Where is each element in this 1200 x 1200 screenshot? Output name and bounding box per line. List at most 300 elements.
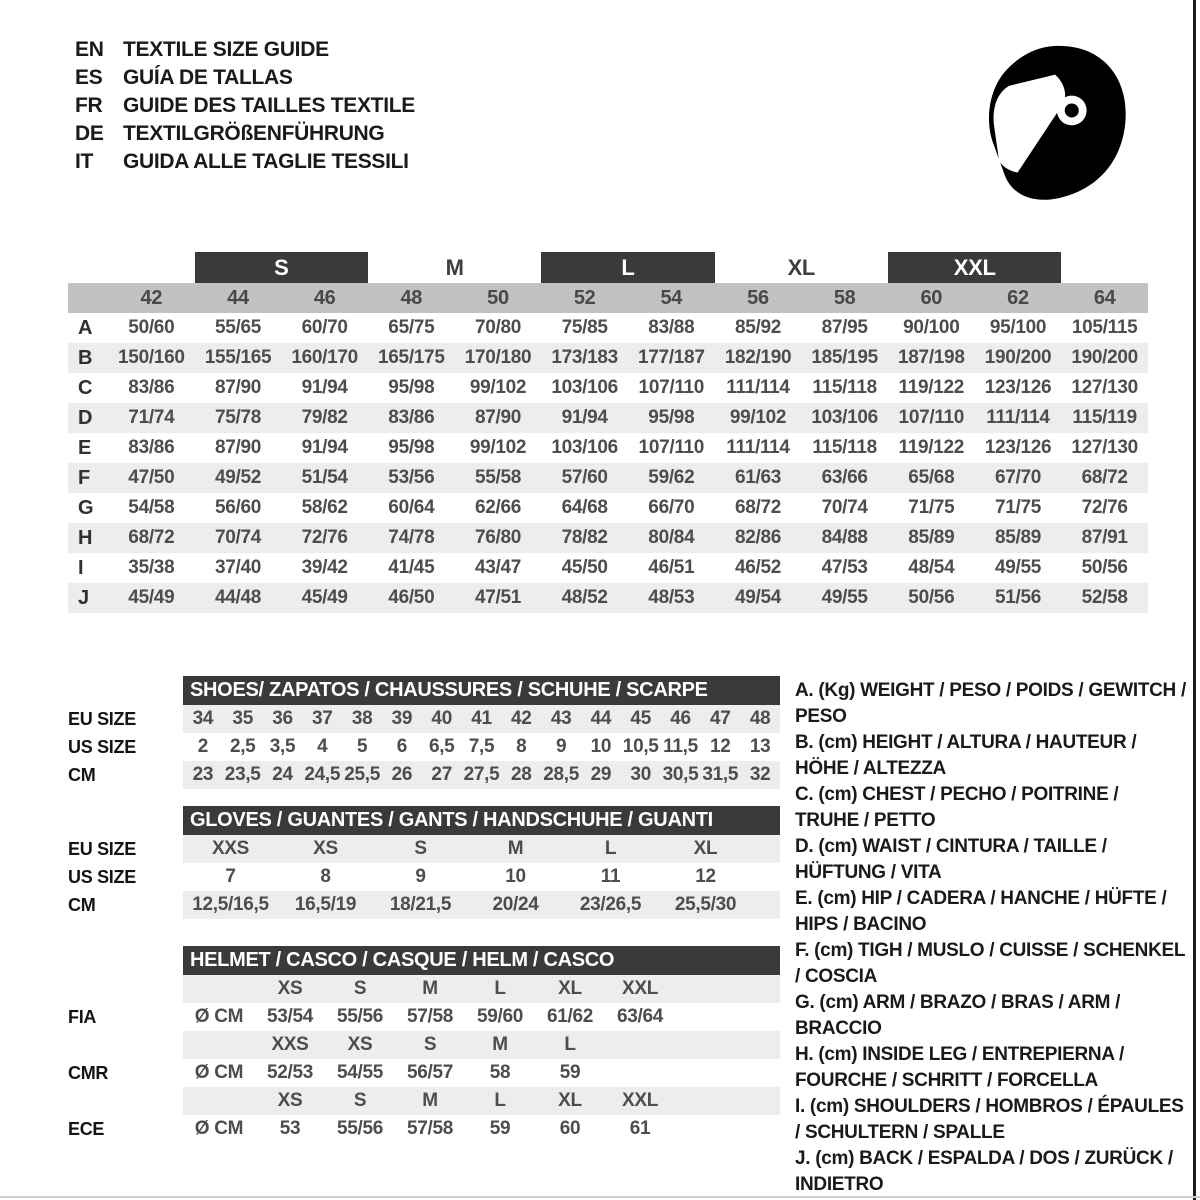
- size-value: 46/52: [734, 557, 782, 578]
- size-group-xxl: XXL: [888, 252, 1061, 283]
- size-letter: XXS: [271, 1034, 309, 1055]
- row-cells: [183, 1003, 780, 1031]
- size-letter: L: [564, 1034, 576, 1055]
- measurement-row-b: [68, 343, 1148, 373]
- size-number: 46: [313, 286, 336, 309]
- size-value: 25,5/30: [674, 894, 737, 915]
- size-value: 23: [192, 764, 214, 785]
- size-value: 56/60: [214, 497, 262, 518]
- size-value: 68/72: [128, 527, 175, 548]
- size-value: 65/68: [908, 467, 955, 488]
- size-letter: M: [422, 1090, 438, 1111]
- row-cells: [183, 975, 780, 1003]
- size-value: 47/51: [474, 587, 522, 608]
- size-value: 45/49: [128, 587, 175, 608]
- size-value: 50/56: [1081, 557, 1128, 578]
- size-letter: L: [494, 1090, 506, 1111]
- unit-spacer: [183, 1031, 255, 1059]
- row-letter: B: [78, 346, 93, 369]
- size-value: 10: [590, 736, 612, 757]
- size-number: 54: [660, 286, 683, 309]
- size-value: 12: [710, 736, 731, 757]
- size-value: 79/82: [301, 407, 348, 428]
- size-value: 115/118: [812, 377, 877, 398]
- size-letter: M: [422, 978, 438, 999]
- language-title: TEXTILGRÖßENFÜHRUNG: [123, 122, 385, 145]
- size-value: 47: [710, 708, 731, 729]
- size-value: 11: [600, 866, 621, 887]
- size-value: 85/89: [908, 527, 955, 548]
- size-value: 95/100: [989, 317, 1047, 338]
- size-value: 65/75: [388, 317, 435, 338]
- size-value: 83/88: [648, 317, 695, 338]
- row-cells: [183, 1059, 780, 1087]
- size-value: 7: [225, 866, 236, 887]
- size-value: 78/82: [561, 527, 608, 548]
- size-value: 127/130: [1071, 377, 1138, 398]
- size-value: XXS: [211, 838, 250, 859]
- helmet-sizes-row-cmr: [68, 1031, 780, 1059]
- size-value: L: [604, 838, 617, 859]
- size-value: 63/64: [616, 1006, 664, 1027]
- size-group-l: L: [541, 252, 714, 283]
- size-value: 6,5: [428, 736, 455, 757]
- size-value: 10,5: [622, 736, 659, 757]
- size-value: 44: [590, 708, 612, 729]
- size-value: 51/54: [301, 467, 348, 488]
- size-value: 12: [695, 866, 716, 887]
- size-value: 34: [192, 708, 214, 729]
- size-value: 12,5/16,5: [192, 894, 269, 915]
- row-letter: I: [78, 556, 84, 579]
- size-value: 182/190: [724, 347, 792, 368]
- size-value: 27,5: [463, 764, 500, 785]
- row-label: EU SIZE: [68, 708, 136, 729]
- size-value: 53/56: [388, 467, 435, 488]
- row-label: CM: [68, 894, 96, 915]
- size-value: 55/56: [336, 1118, 384, 1139]
- size-value: 48: [749, 708, 771, 729]
- size-value: 107/110: [638, 437, 705, 458]
- size-value: 95/98: [388, 377, 435, 398]
- size-value: 52/53: [266, 1062, 314, 1083]
- unit-label: Ø CM: [194, 1118, 244, 1139]
- legend-item-i: I. (cm) SHOULDERS / HOMBROS / ÉPAULES / SCHULTERN / SPALLE: [795, 1096, 1184, 1143]
- measurement-rows: [68, 313, 1148, 613]
- language-title: TEXTILE SIZE GUIDE: [123, 38, 329, 61]
- size-value: 61/63: [734, 467, 782, 488]
- unit-label: Ø CM: [194, 1006, 244, 1027]
- size-value: 95/98: [388, 437, 435, 458]
- size-number: 60: [920, 286, 943, 309]
- size-value: 87/95: [821, 317, 868, 338]
- size-value: 32: [749, 764, 771, 785]
- size-value: M: [507, 838, 524, 859]
- size-value: XS: [313, 838, 338, 859]
- measurement-legend: [795, 678, 1187, 1198]
- size-value: 61: [629, 1118, 651, 1139]
- size-value: 150/160: [118, 347, 185, 368]
- size-number: 50: [487, 286, 509, 309]
- size-value: 9: [415, 866, 426, 887]
- size-value: 71/74: [128, 407, 175, 428]
- size-value: 47/53: [821, 557, 868, 578]
- size-value: 59/62: [648, 467, 695, 488]
- size-value: 71/75: [994, 497, 1042, 518]
- size-letter: S: [353, 1090, 367, 1111]
- size-value: 103/106: [811, 407, 878, 428]
- size-value: 115/119: [1072, 407, 1137, 428]
- size-value: 103/106: [551, 437, 618, 458]
- language-title-list: [75, 36, 415, 176]
- size-value: 127/130: [1071, 437, 1138, 458]
- size-value: 57/58: [406, 1006, 454, 1027]
- size-row-us-size: [68, 733, 780, 761]
- size-value: 66/70: [648, 497, 695, 518]
- size-value: 59: [559, 1062, 581, 1083]
- size-row-cm: [68, 761, 780, 789]
- size-value: 80/84: [648, 527, 695, 548]
- size-value: 72/76: [1081, 497, 1128, 518]
- size-value: 26: [391, 764, 413, 785]
- size-value: 54/58: [128, 497, 175, 518]
- size-value: 38: [351, 708, 373, 729]
- size-value: 87/90: [214, 437, 262, 458]
- unit-spacer: [183, 975, 255, 1003]
- size-value: 36: [272, 708, 293, 729]
- size-letter: XXL: [621, 1090, 659, 1111]
- size-letter: S: [423, 1034, 437, 1055]
- size-value: 41/45: [388, 557, 435, 578]
- group-spacer-left: [68, 252, 195, 283]
- measurement-row-h: [68, 523, 1148, 553]
- size-letter: M: [492, 1034, 508, 1055]
- page-bottom-border: [0, 1196, 1200, 1198]
- unit-spacer: [183, 1087, 255, 1115]
- size-value: 37: [312, 708, 333, 729]
- size-value: 13: [749, 736, 771, 757]
- size-value: 29: [590, 764, 612, 785]
- size-row-spacer: [68, 283, 108, 313]
- measurement-row-f: [68, 463, 1148, 493]
- size-value: 7,5: [468, 736, 495, 757]
- row-letter: F: [78, 466, 90, 489]
- size-value: 68/72: [1081, 467, 1128, 488]
- size-value: 111/114: [726, 377, 790, 398]
- size-value: 68/72: [734, 497, 782, 518]
- shoes-size-table: [68, 676, 780, 789]
- row-cells: [183, 863, 780, 891]
- row-cells: [183, 1031, 780, 1059]
- legend-item-d: D. (cm) WAIST / CINTURA / TAILLE / HÜFTUNG / VITA: [795, 836, 1107, 883]
- size-value: 70/80: [474, 317, 522, 338]
- size-number: 48: [400, 286, 423, 309]
- size-value: 70/74: [821, 497, 868, 518]
- size-value: 187/198: [898, 347, 965, 368]
- language-code: IT: [75, 150, 94, 173]
- size-value: 70/74: [214, 527, 262, 548]
- size-value: 55/58: [474, 467, 522, 488]
- measurement-row-a: [68, 313, 1148, 343]
- size-value: 72/76: [301, 527, 348, 548]
- size-value: 37/40: [214, 557, 262, 578]
- size-value: 53/54: [266, 1006, 314, 1027]
- measurement-row-c: [68, 373, 1148, 403]
- size-letter: L: [494, 978, 506, 999]
- size-value: 56/57: [406, 1062, 454, 1083]
- size-value: 9: [555, 736, 567, 757]
- legend-item-a: A. (Kg) WEIGHT / PESO / POIDS / GEWITCH / PESO: [795, 680, 1186, 727]
- size-value: 85/92: [734, 317, 782, 338]
- language-code: EN: [75, 38, 104, 61]
- measurement-row-e: [68, 433, 1148, 463]
- legend-item-b: B. (cm) HEIGHT / ALTURA / HAUTEUR / HÖHE / ALTEZZA: [795, 732, 1137, 779]
- size-value: 190/200: [1071, 347, 1138, 368]
- size-value: 83/86: [388, 407, 435, 428]
- helmet-sizes-row-fia: [68, 975, 780, 1003]
- size-value: 49/55: [821, 587, 868, 608]
- size-number: 42: [140, 286, 163, 309]
- size-value: 40: [431, 708, 452, 729]
- size-value: 41: [471, 708, 492, 729]
- size-value: 155/165: [204, 347, 272, 368]
- row-label: CMR: [68, 1062, 109, 1083]
- size-value: 91/94: [561, 407, 608, 428]
- legend-item-g: G. (cm) ARM / BRAZO / BRAS / ARM / BRACCIO: [795, 992, 1121, 1039]
- row-cells: [183, 733, 780, 761]
- row-label-spacer: [68, 1031, 183, 1059]
- size-value: 46/50: [388, 587, 435, 608]
- size-value: 49/55: [994, 557, 1042, 578]
- gloves-table-title: GLOVES / GUANTES / GANTS / HANDSCHUHE / GUANTI: [183, 806, 780, 835]
- size-value: 5: [356, 736, 368, 757]
- language-code: ES: [75, 66, 103, 89]
- language-title: GUIDE DES TAILLES TEXTILE: [123, 94, 415, 117]
- size-value: 52/58: [1081, 587, 1128, 608]
- row-letter: C: [78, 376, 93, 399]
- size-value: 44/48: [214, 587, 262, 608]
- size-value: 62/66: [474, 497, 522, 518]
- numeric-size-row: [68, 283, 1148, 313]
- size-value: 87/90: [214, 377, 262, 398]
- gloves-size-table: [68, 806, 780, 919]
- size-letter: XS: [277, 978, 303, 999]
- size-value: 71/75: [908, 497, 955, 518]
- legend-item-j: J. (cm) BACK / ESPALDA / DOS / ZURÜCK / INDIETRO: [795, 1148, 1173, 1195]
- size-value: 50/60: [128, 317, 175, 338]
- size-letter: XL: [558, 1090, 582, 1111]
- size-value: 74/78: [388, 527, 435, 548]
- size-number: 52: [573, 286, 596, 309]
- language-code: FR: [75, 94, 103, 117]
- helmet-values-row-cmr: [68, 1059, 780, 1087]
- size-value: 46: [670, 708, 691, 729]
- size-value: 58/62: [301, 497, 348, 518]
- row-cells: [183, 835, 780, 863]
- row-cells: [183, 1115, 780, 1143]
- size-value: 165/175: [378, 347, 445, 368]
- size-value: 75/85: [561, 317, 608, 338]
- size-value: 45: [630, 708, 651, 729]
- shoes-table-title: SHOES/ ZAPATOS / CHAUSSURES / SCHUHE / SCARPE: [183, 676, 780, 705]
- legend-item-e: E. (cm) HIP / CADERA / HANCHE / HÜFTE / HIPS / BACINO: [795, 888, 1167, 935]
- size-value: 48/52: [561, 587, 608, 608]
- size-value: 107/110: [898, 407, 965, 428]
- size-value: 83/86: [128, 377, 175, 398]
- size-value: 43: [550, 708, 572, 729]
- size-value: 31,5: [702, 764, 739, 785]
- size-value: 6: [396, 736, 408, 757]
- size-value: 49/54: [734, 587, 782, 608]
- size-value: 173/183: [551, 347, 618, 368]
- size-value: 18/21,5: [389, 894, 452, 915]
- measurement-row-j: [68, 583, 1148, 613]
- size-value: 16,5/19: [294, 894, 357, 915]
- size-value: 25,5: [344, 764, 380, 785]
- legend-item-f: F. (cm) TIGH / MUSLO / CUISSE / SCHENKEL / COSCIA: [795, 940, 1185, 987]
- size-value: 59/60: [476, 1006, 524, 1027]
- language-row-de: [75, 120, 415, 148]
- row-label: EU SIZE: [68, 838, 136, 859]
- size-value: 8: [320, 866, 331, 887]
- size-value: 45/50: [561, 557, 608, 578]
- size-value: 60: [559, 1118, 581, 1139]
- size-value: 95/98: [648, 407, 695, 428]
- language-row-es: [75, 64, 415, 92]
- size-value: 87/91: [1081, 527, 1128, 548]
- size-value: 107/110: [638, 377, 705, 398]
- size-value: 83/86: [128, 437, 175, 458]
- size-value: 59: [489, 1118, 511, 1139]
- size-value: 103/106: [551, 377, 618, 398]
- unit-label: Ø CM: [194, 1062, 244, 1083]
- size-value: 75/78: [214, 407, 262, 428]
- size-value: 111/114: [986, 407, 1050, 428]
- row-label: CM: [68, 764, 96, 785]
- size-value: 67/70: [994, 467, 1042, 488]
- size-value: 2: [197, 736, 209, 757]
- row-letter: H: [78, 526, 93, 549]
- language-row-fr: [75, 92, 415, 120]
- size-group-xl: XL: [787, 254, 816, 280]
- size-value: 45/49: [301, 587, 348, 608]
- size-number: 64: [1093, 286, 1116, 309]
- row-letter: G: [78, 496, 94, 519]
- size-row-eu-size: [68, 835, 780, 863]
- size-value: 123/126: [984, 437, 1052, 458]
- size-value: 91/94: [301, 377, 348, 398]
- size-value: 87/90: [474, 407, 522, 428]
- size-value: 35/38: [128, 557, 175, 578]
- language-title: GUÍA DE TALLAS: [123, 66, 293, 89]
- size-value: 47/50: [128, 467, 175, 488]
- size-value: 28,5: [543, 764, 579, 785]
- size-row-us-size: [68, 863, 780, 891]
- size-value: 82/86: [734, 527, 782, 548]
- row-cells: [183, 705, 780, 733]
- row-letter: J: [78, 586, 89, 609]
- row-label: US SIZE: [68, 866, 136, 887]
- size-value: 91/94: [301, 437, 348, 458]
- row-letter: D: [78, 406, 93, 429]
- size-value: 177/187: [638, 347, 705, 368]
- size-value: XL: [693, 838, 718, 859]
- size-value: 99/102: [469, 437, 527, 458]
- size-value: 123/126: [984, 377, 1052, 398]
- measurement-row-i: [68, 553, 1148, 583]
- size-value: 84/88: [821, 527, 868, 548]
- helmet-sizes-row-ece: [68, 1087, 780, 1115]
- size-value: 30: [630, 764, 651, 785]
- helmet-icon-svg: [972, 30, 1147, 218]
- group-spacer-right: [1061, 252, 1148, 283]
- size-value: 54/55: [336, 1062, 384, 1083]
- size-value: 57/60: [561, 467, 608, 488]
- row-cells: [183, 1087, 780, 1115]
- helmet-icon: [972, 30, 1147, 218]
- size-group-m: M: [445, 254, 464, 280]
- size-number: 56: [747, 286, 769, 309]
- size-value: 190/200: [984, 347, 1052, 368]
- row-cells: [183, 891, 780, 919]
- legend-item-c: C. (cm) CHEST / PECHO / POITRINE / TRUHE / PETTO: [795, 784, 1119, 831]
- size-value: 4: [317, 736, 328, 757]
- measurement-row-g: [68, 493, 1148, 523]
- size-value: 115/118: [812, 437, 877, 458]
- language-row-en: [75, 36, 415, 64]
- size-value: 55/65: [214, 317, 262, 338]
- size-value: 111/114: [726, 437, 790, 458]
- size-number: 44: [227, 286, 249, 309]
- clothing-size-table: [68, 252, 1148, 613]
- size-value: 53: [279, 1118, 301, 1139]
- size-value: 35: [232, 708, 253, 729]
- size-value: 60/70: [301, 317, 348, 338]
- size-value: 50/56: [908, 587, 955, 608]
- row-label: ECE: [68, 1118, 105, 1139]
- size-value: 46/51: [648, 557, 695, 578]
- size-value: 39/42: [301, 557, 348, 578]
- language-code: DE: [75, 122, 104, 145]
- size-value: 90/100: [903, 317, 960, 338]
- size-value: 10: [505, 866, 526, 887]
- helmet-size-table: [68, 946, 780, 1143]
- size-group-header-row: [68, 252, 1148, 283]
- size-value: 85/89: [994, 527, 1042, 548]
- language-title: GUIDA ALLE TAGLIE TESSILI: [123, 150, 409, 173]
- size-value: 24: [272, 764, 293, 785]
- size-value: 105/115: [1071, 317, 1138, 338]
- size-value: 49/52: [214, 467, 262, 488]
- row-label-spacer: [68, 975, 183, 1003]
- page-right-border: [1193, 0, 1196, 1200]
- size-letter: S: [353, 978, 367, 999]
- measurement-row-d: [68, 403, 1148, 433]
- size-value: 28: [511, 764, 532, 785]
- size-number: 62: [1007, 286, 1029, 309]
- size-value: 119/122: [898, 377, 965, 398]
- legend-item-h: H. (cm) INSIDE LEG / ENTREPIERNA / FOURCHE / SCHRITT / FORCELLA: [795, 1044, 1125, 1091]
- size-value: 3,5: [269, 736, 296, 757]
- size-value: 20/24: [492, 894, 539, 915]
- size-row-cm: [68, 891, 780, 919]
- helmet-values-row-ece: [68, 1115, 780, 1143]
- size-value: 185/195: [811, 347, 878, 368]
- size-value: 23/26,5: [579, 894, 642, 915]
- size-value: 2,5: [229, 736, 256, 757]
- size-value: 23,5: [224, 764, 261, 785]
- size-value: 99/102: [469, 377, 527, 398]
